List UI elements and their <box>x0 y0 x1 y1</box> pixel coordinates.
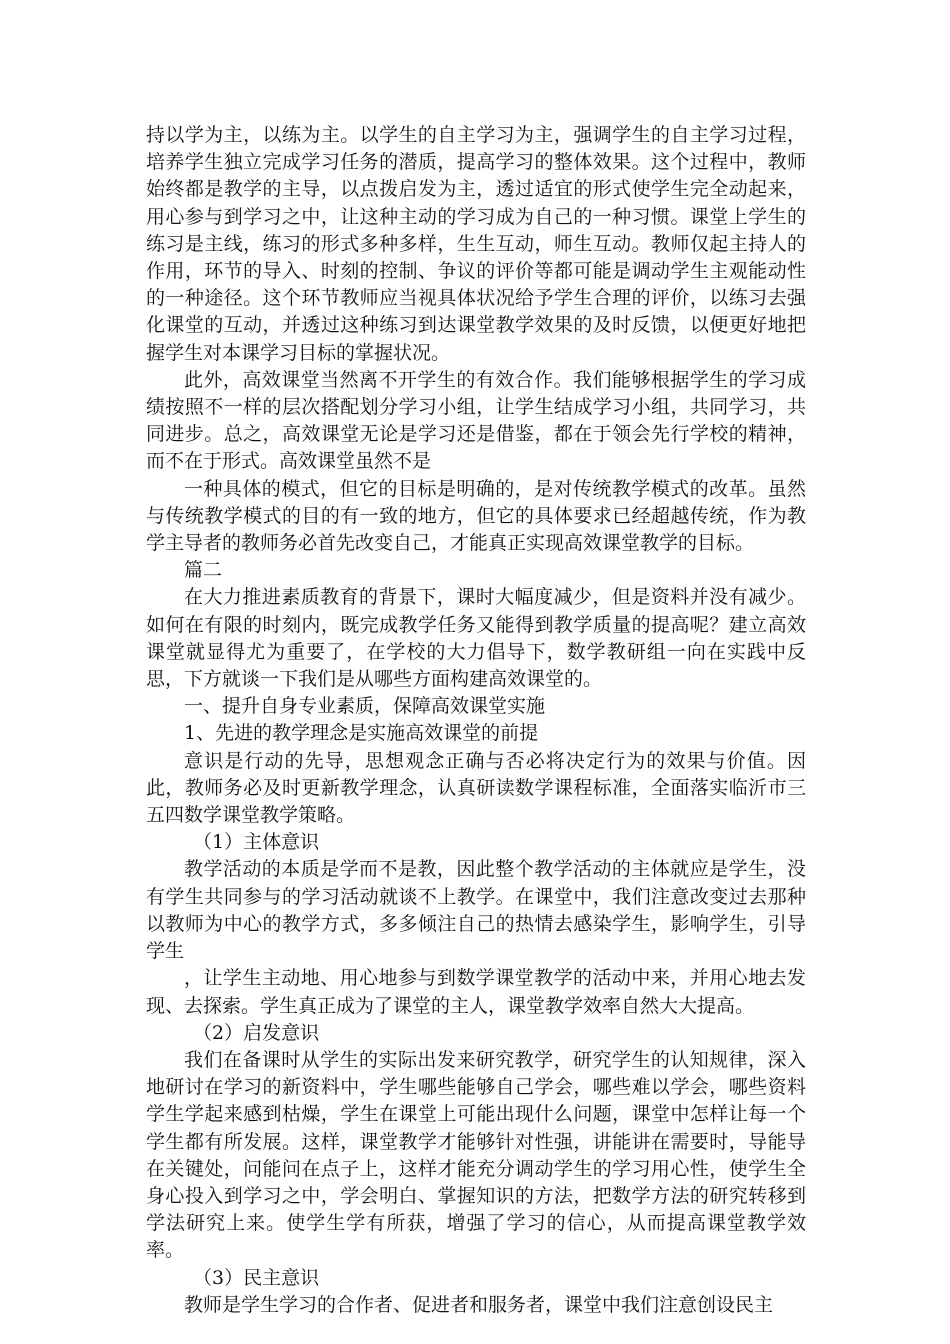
subheading-main-awareness: （1）主体意识 <box>193 831 320 854</box>
document-body <box>146 122 806 1319</box>
heading-1: 一、提升自身专业素质，保障高效课堂实施 <box>184 695 546 718</box>
paragraph-15: 教师是学生学习的合作者、促进者和服务者，课堂中我们注意创设民主 <box>184 1293 774 1316</box>
section-title: 篇二 <box>184 559 223 582</box>
subheading-democracy-awareness: （3）民主意识 <box>193 1266 320 1289</box>
paragraph-1: 持以学为主，以练为主。以学生的自主学习为主，强调学生的自主学习过程，培养学生独立完成学习任务的潜质，提高学习的整体效果。这个过程中，教师始终都是教学的主导，以点拨启发为主，透过适宜的形式使学生完全动起来，用心参与到学习之中，让这种主动的学习成为自己的一种习惯。课堂上学生的练习是主线，练习的形式多种多样，生生互动，师生互动。教师仅起主持人的作用，环节的导入、时刻的控制、争议的评价等都可能是调动学生主观能动性的一种途径。这个环节教师应当视具体状况给予学生合理的评价，以练习去强化课堂的互动，并透过这种练习到达课堂教学效果的及时反馈，以便更好地把握学生对本课学习目标的掌握状况。 <box>146 124 806 364</box>
paragraph-5: 在大力推进素质教育的背景下，课时大幅度减少，但是资料并没有减少。如何在有限的时刻内，既完成教学任务又能得到教学质量的提高呢？建立高效课堂就显得尤为重要了，在学校的大力倡导下，数学教研组一向在实践中反思，下方就谈一下我们是从哪些方面构建高效课堂的。 <box>146 586 806 691</box>
paragraph-13: 我们在备课时从学生的实际出发来研究教学，研究学生的认知规律，深入地研讨在学习的新资料中，学生哪些能够自己学会，哪些难以学会，哪些资料学生学起来感到枯燥，学生在课堂上可能出现什么问题，课堂中怎样让每一个学生都有所发展。这样，课堂教学才能够针对性强，讲能讲在需要时，导能导在关键处，问能问在点子上，这样才能充分调动学生的学习用心性，使学生全身心投入到学习之中，学会明白、掌握知识的方法，把数学方法的研究转移到学法研究上来。使学生学有所获，增强了学习的信心，从而提高课堂教学效率。 <box>146 1048 806 1262</box>
subheading-1: 1、先进的教学理念是实施高效课堂的前提 <box>184 722 539 745</box>
paragraph-2: 此外，高效课堂当然离不开学生的有效合作。我们能够根据学生的学习成绩按照不一样的层次搭配划分学习小组，让学生结成学习小组，共同学习，共同进步。总之，高效课堂无论是学习还是借鉴，都在于领会先行学校的精神，而不在于形式。高效课堂虽然不是 <box>146 368 806 473</box>
paragraph-3: 一种具体的模式，但它的目标是明确的，是对传统教学模式的改革。虽然与传统教学模式的目的有一致的地方，但它的具体要求已经超越传统，作为教学主导者的教师务必首先改变自己，才能真正实现高效课堂教学的目标。 <box>146 477 806 555</box>
paragraph-8: 意识是行动的先导，思想观念正确与否必将决定行为的效果与价值。因此，教师务必及时更新教学理念，认真研读数学课程标准，全面落实临沂市三五四数学课堂教学策略。 <box>146 749 806 827</box>
paragraph-11: ，让学生主动地、用心地参与到数学课堂教学的活动中来，并用心地去发现、去探索。学生真正成为了课堂的主人，课堂教学效率自然大大提高。 <box>146 967 806 1017</box>
subheading-inspiration-awareness: （2）启发意识 <box>193 1021 320 1044</box>
paragraph-10: 教学活动的本质是学而不是教，因此整个教学活动的主体就应是学生，没有学生共同参与的学习活动就谈不上教学。在课堂中，我们注意改变过去那种以教师为中心的教学方式，多多倾注自己的热情去感染学生，影响学生，引导学生 <box>146 858 806 963</box>
